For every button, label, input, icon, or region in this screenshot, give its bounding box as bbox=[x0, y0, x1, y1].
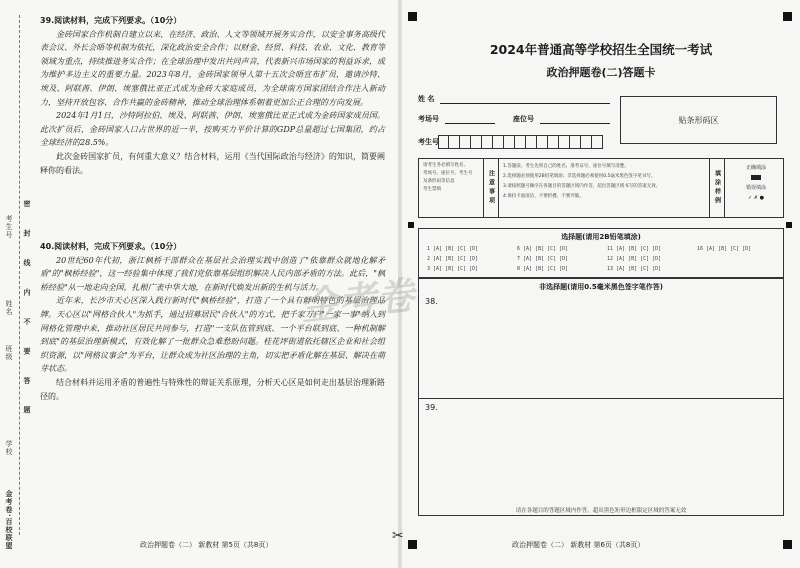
mc-q8[interactable]: 8 [A] [B] [C] [D] bbox=[517, 266, 569, 272]
sync-mark-2 bbox=[786, 222, 792, 228]
corner-mark-br bbox=[783, 540, 792, 549]
exam-room-field[interactable] bbox=[445, 123, 495, 124]
brand-text: 金考卷·百校联盟 bbox=[5, 490, 13, 550]
name-label: 姓名 bbox=[5, 300, 13, 316]
mc-q16[interactable]: 16 [A] [B] [C] [D] bbox=[697, 246, 752, 252]
class-label: 班级 bbox=[5, 345, 13, 361]
fill-examples bbox=[729, 163, 783, 203]
q39-header bbox=[40, 14, 385, 28]
scissors-icon: ✂ bbox=[392, 528, 404, 544]
correct-fill-sample bbox=[751, 175, 761, 180]
answer-divider bbox=[418, 398, 784, 399]
answer-sheet-subtitle: 政治押题卷(二)答题卡 bbox=[546, 66, 656, 79]
corner-mark-bl bbox=[408, 540, 417, 549]
exam-number-label: 考生号 bbox=[5, 215, 13, 239]
sync-mark-1 bbox=[408, 222, 414, 228]
left-info-line-3: 及条形码等信息 bbox=[423, 179, 455, 184]
q40-material-1: 20世纪60年代初，浙江枫桥干部群众在基层社会治理实践中创造了"依靠群众就地化解矛盾"的"枫桥经验"，这一经验集中体现了我们党依靠基层组织解决人民内部矛盾的方法。此后，"枫桥经验"从一地走向全国，扎根广袤中华大地，在新时代焕发出新的生机与活力。 bbox=[40, 255, 385, 292]
mc-q13[interactable]: 13 [A] [B] [C] [D] bbox=[607, 266, 662, 272]
q40-task: 结合材料并运用矛盾的普遍性与特殊性的辩证关系原理，分析天心区是如何走出基层治理新路径的。 bbox=[40, 377, 385, 401]
mc-q3[interactable]: 3 [A] [B] [C] [D] bbox=[427, 266, 479, 272]
q38-answer-area[interactable] bbox=[419, 295, 783, 399]
binding-strip bbox=[0, 0, 34, 568]
seat-label: 座位号 bbox=[513, 115, 534, 123]
q39-instruction: 阅读材料，完成下列要求。（10分） bbox=[54, 16, 182, 25]
note-item-4: 4.保持卡面清洁，不要折叠、不要弄破。 bbox=[503, 194, 584, 199]
sample-heading: 填涂样例 bbox=[709, 159, 725, 217]
left-info-line-2: 考场号、座位号、考生号 bbox=[423, 171, 473, 176]
q39-task: 此次金砖国家扩员，有何重大意义？结合材料，运用《当代国际政治与经济》的知识，简要阐释你的看法。 bbox=[40, 151, 385, 175]
watermark: 金考卷 bbox=[298, 272, 417, 329]
mc-title: 选择题(请用2B铅笔填涂) bbox=[561, 233, 641, 241]
q39-material-1: 金砖国家合作机制自建立以来，在经济、政治、人文等领域开展务实合作，以安全事务高级代表会议、外长会晤等机制为依托，深化政治安全合作；以财金、经贸、科技、农业、文化、教育等领域为重点，持续推进务实合作；在全球治理中发出共同声音，代表新兴市场国家的利益诉求，成为维护多边主义的重要力量。2023年8月，金砖国家领导人第十五次会晤宣布扩员，邀请沙特、埃及、阿联酋、伊朗、埃塞俄比亚正式成为金砖大家庭成员，为全球南方国家团结合作注入新动力，坚持开放包容、合作共赢的金砖精神，推动全球治理体系朝着更加公正合理的方向发展。 bbox=[40, 29, 385, 107]
notes-left-info bbox=[423, 162, 479, 194]
notes-panel bbox=[418, 158, 784, 218]
q40-header bbox=[40, 240, 385, 254]
mc-q11[interactable]: 11 [A] [B] [C] [D] bbox=[607, 246, 662, 252]
wrong-fill-sample: ✓ ✗ ● bbox=[748, 195, 764, 201]
right-footer: 政治押题卷（二） 新教材 第6页（共8页） bbox=[512, 541, 645, 549]
seal-text: 密 封 线 内 不 要 答 题 bbox=[23, 200, 31, 424]
free-response-box bbox=[418, 278, 784, 516]
q39-answer-area[interactable] bbox=[419, 400, 783, 506]
corner-mark-tl bbox=[408, 12, 417, 21]
mc-q2[interactable]: 2 [A] [B] [C] [D] bbox=[427, 256, 479, 262]
mc-q6[interactable]: 6 [A] [B] [C] [D] bbox=[517, 246, 569, 252]
correct-fill-label: 正确填涂 bbox=[745, 165, 766, 171]
q39-number: 39. bbox=[40, 16, 55, 25]
exam-number-boxes[interactable] bbox=[438, 135, 603, 149]
answer-sheet-title: 2024年普通高等学校招生全国统一考试 bbox=[489, 42, 713, 57]
name-field[interactable] bbox=[440, 103, 610, 104]
corner-mark-tr bbox=[783, 12, 792, 21]
exam-room-label: 考场号 bbox=[418, 115, 439, 123]
school-label: 学校 bbox=[5, 440, 13, 456]
notes-heading: 注意事项 bbox=[483, 159, 499, 217]
q39-answer-label: 39. bbox=[425, 403, 438, 412]
free-title: 非选择题(请用0.5毫米黑色签字笔作答) bbox=[539, 283, 663, 291]
barcode-area: 贴条形码区 bbox=[620, 96, 777, 144]
q40-instruction: 阅读材料，完成下列要求。（10分） bbox=[54, 242, 182, 251]
q39-material-2: 2024年1月1日，沙特阿拉伯、埃及、阿联酋、伊朗、埃塞俄比亚正式成为金砖国家成员国。此次扩员后，金砖国家人口占世界的近一半，按购买力平价计算的GDP总量超过七国集团，约占全球经济的28.5%。 bbox=[40, 111, 385, 148]
note-item-2: 2.选择题必须使用2B铅笔填涂；非选择题必须使用0.5毫米黑色签字笔书写。 bbox=[503, 174, 656, 179]
q40-material-2: 近年来，长沙市天心区深入践行新时代"枫桥经验"，打造了一个具有鲜明特色的基层治理品牌。天心区以"网格合伙人"为抓手，通过招募居民"合伙人"的方式，把千家万户"一家一事"纳入到网格化管理中来，推动社区居民共同参与，打造"一支队伍管到底、一个平台联到底、一种机制解到底"的基层治理新模式，有效化解了一批群众急难愁盼问题。桂花坪街道依托辖区企业和社会组织资源，以"网格议事会"为平台，让群众成为社区治理的主角，切实把矛盾化解在基层、解决在萌芽状态。 bbox=[40, 296, 385, 374]
q38-answer-label: 38. bbox=[425, 297, 438, 306]
answer-area-warning: 请在各题目的答题区域内作答，超出黑色矩形边框限定区域的答案无效 bbox=[515, 508, 687, 514]
exam-number-field-label: 考生号 bbox=[418, 138, 439, 146]
q40-number: 40. bbox=[40, 242, 55, 251]
wrong-fill-label: 错误填涂 bbox=[745, 185, 766, 191]
left-info-line-4: 考生禁填 bbox=[423, 187, 441, 192]
name-field-label: 姓 名 bbox=[418, 95, 435, 103]
mc-q12[interactable]: 12 [A] [B] [C] [D] bbox=[607, 256, 662, 262]
note-item-3: 3.请按照题号顺序在各题目的答题区域内作答，超出答题区域书写的答案无效。 bbox=[503, 184, 661, 189]
cut-line bbox=[19, 15, 20, 535]
left-footer: 政治押题卷（二） 新教材 第5页（共8页） bbox=[140, 541, 273, 549]
seat-field[interactable] bbox=[540, 123, 610, 124]
notes-items bbox=[503, 162, 703, 202]
mc-q7[interactable]: 7 [A] [B] [C] [D] bbox=[517, 256, 569, 262]
question-39 bbox=[40, 14, 385, 177]
note-item-1: 1.答题前，考生先将自己的姓名、准考证号、座位号填写清楚。 bbox=[503, 164, 629, 169]
multiple-choice-section bbox=[418, 228, 784, 278]
left-info-line-1: 请考生务必填写姓名、 bbox=[423, 163, 468, 168]
mc-q1[interactable]: 1 [A] [B] [C] [D] bbox=[427, 246, 479, 252]
